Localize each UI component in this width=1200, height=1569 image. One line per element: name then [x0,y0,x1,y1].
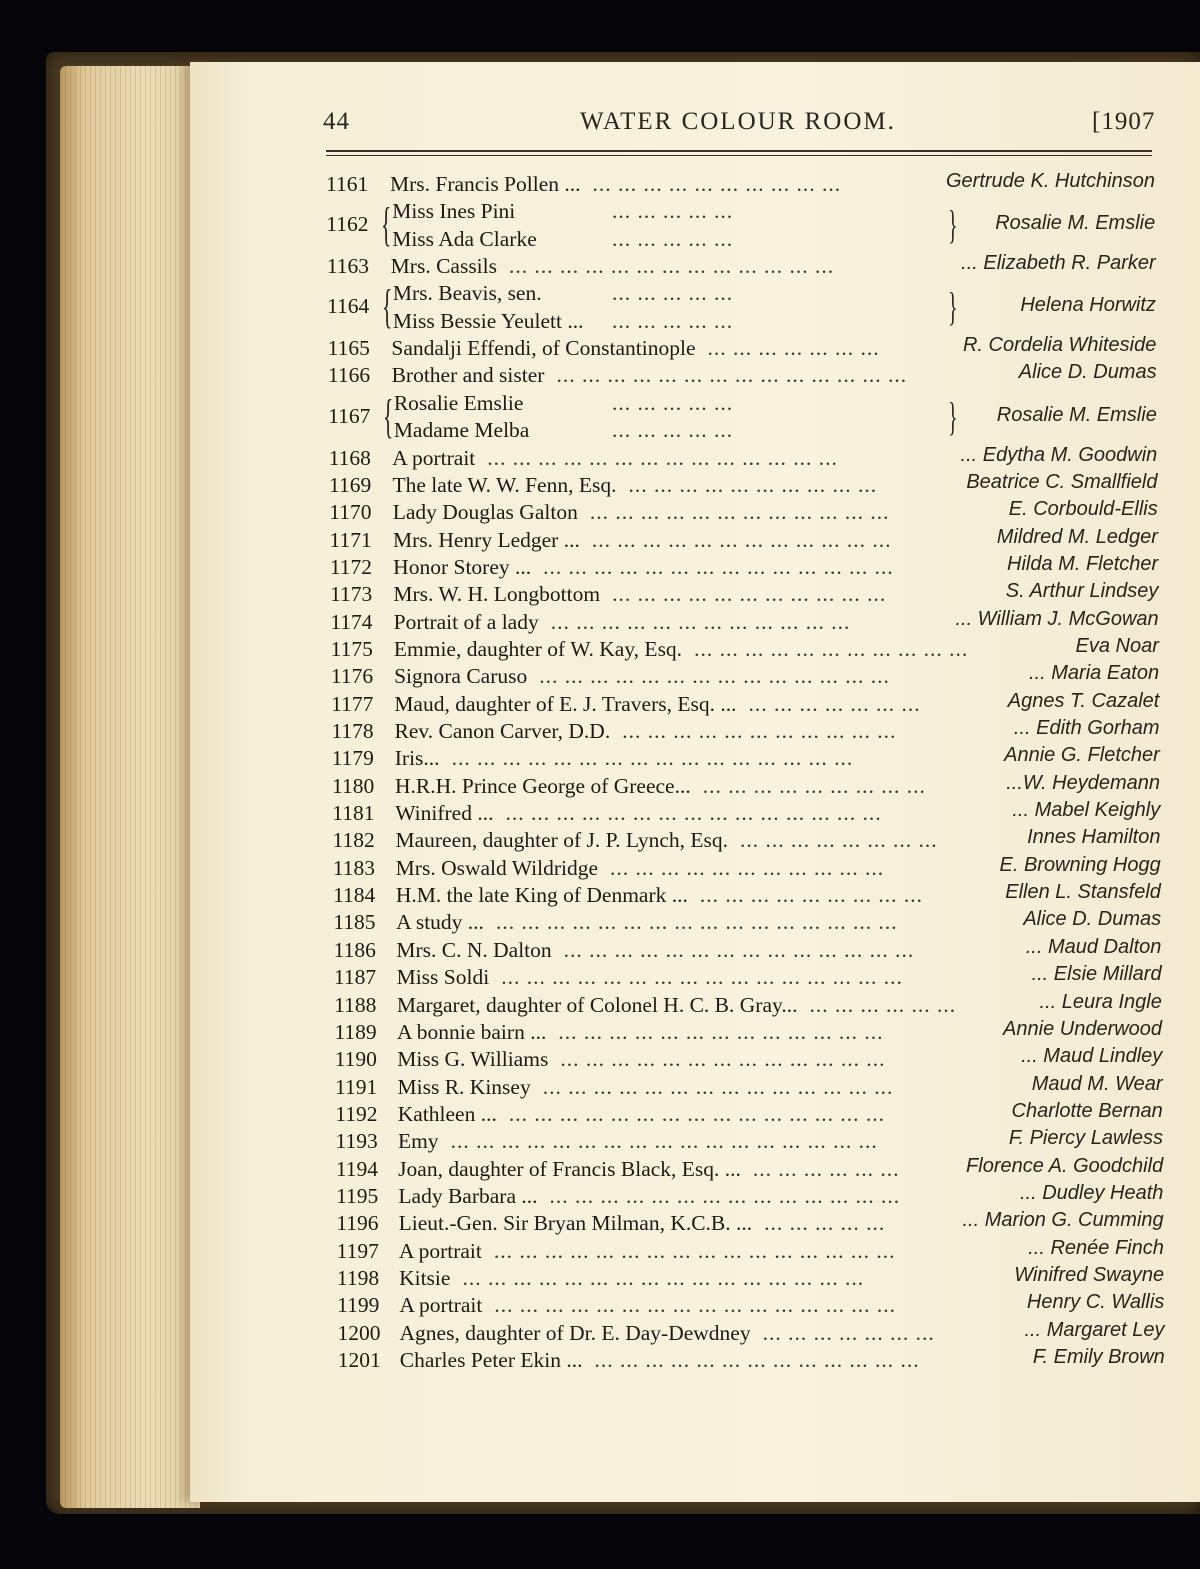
entry-row [0,1181,1200,1211]
entry-number: 1179 [331,746,374,771]
entry-number: 1180 [332,773,375,798]
entry-title: Iris... [394,746,440,771]
entry-number: 1173 [330,582,373,607]
entry-title: A portrait [392,445,476,470]
artist-name: ... Elizabeth R. Parker [961,252,1156,275]
page-year: [1907 [1092,108,1156,135]
artist-name: Eva Noar [1075,634,1159,657]
entry-row [0,771,1200,801]
entry-row [0,254,1200,281]
entry-row [0,1099,1200,1129]
entry-title: Kitsie [399,1266,451,1290]
artist-name: Annie Underwood [1003,1017,1163,1040]
artist-name: ... Leura Ingle [1039,990,1162,1013]
page-number: 44 [323,108,350,135]
entry-row [0,336,1200,363]
entry-row [0,746,1200,773]
leader-dots: ... ... ... ... ... ... ... ... ... ... ... [610,855,885,880]
leader-dots: ... ... ... ... ... ... ... ... ... ... ... ... ... ... ... [505,801,882,826]
entry-number: 1183 [332,855,376,880]
entry-number: 1201 [337,1348,381,1373]
leader-dots: ... ... ... ... ... ... ... ... ... ... ... ... ... [509,254,835,279]
entry-number: 1188 [334,992,377,1017]
entry-row [0,1129,1200,1156]
header-rule-thin [326,155,1152,156]
entry-number: 1182 [332,828,375,853]
entry-row [0,1318,1200,1348]
entry-number: 1193 [335,1129,378,1154]
entry-title: Portrait of a lady [393,609,539,634]
entry-row [0,935,1200,965]
entry-title: Lieut.-Gen. Sir Bryan Milman, K.C.B. ... [398,1211,753,1236]
entry-title: The late W. W. Fenn, Esq. [392,472,617,497]
artist-name: Ellen L. Stansfeld [1005,881,1161,904]
entry-row [0,853,1200,883]
entry-row [0,1047,1200,1074]
entry-row [0,689,1200,719]
entry-title: Miss G. Williams [397,1047,549,1072]
right-brace: } [948,393,958,439]
leader-dots: ... ... ... ... ... ... ... ... ... ... ... ... ... ... [487,445,838,470]
entry-number: 1174 [330,609,373,634]
entry-group [0,281,1200,335]
entry-row [0,1293,1200,1320]
artist-name: Hilda M. Fletcher [1007,552,1159,575]
artist-name: Mildred M. Ledger [996,525,1158,548]
right-brace: } [948,284,958,330]
artist-name: E. Browning Hogg [999,853,1161,876]
entry-number: 1181 [332,801,375,826]
artist-name: ...W. Heydemann [1006,771,1160,794]
right-brace: } [948,202,958,248]
entry-number: 1186 [333,937,376,962]
entry-number: 1162 [326,212,369,237]
entry-title: Brother and sister [391,363,545,388]
entry-number: 1198 [336,1266,380,1290]
entry-row [0,910,1200,937]
artist-name: Agnes T. Cazalet [1007,689,1160,712]
leader-dots: ... ... ... ... ... [612,226,734,251]
leader-dots: ... ... ... ... ... ... [809,992,957,1017]
entry-title: Lady Barbara ... [398,1183,538,1208]
entry-row [0,552,1200,582]
entry-number: 1164 [327,294,370,319]
entry-number: 1175 [330,636,373,661]
artist-name: Innes Hamilton [1027,826,1161,849]
entry-row [0,1348,1200,1375]
entry-row [0,828,1200,855]
artist-name: Henry C. Wallis [1026,1291,1165,1314]
leader-dots: ... ... ... ... ... ... ... ... ... [699,883,924,908]
entry-title: Signora Caruso [394,664,528,689]
artist-name: Winifred Swayne [1014,1264,1165,1286]
entry-number: 1184 [333,883,376,908]
entry-row [0,172,1200,199]
leader-dots: ... ... ... ... ... ... ... ... ... ... ... ... ... [560,1047,886,1072]
leader-dots: ... ... ... ... ... [612,199,734,224]
artist-name: F. Emily Brown [1032,1346,1165,1369]
leader-dots: ... ... ... ... ... ... ... [707,336,880,361]
entry-group [0,199,1200,253]
entry-row [0,1017,1200,1047]
entry-number: 1196 [336,1211,379,1236]
entry-number: 1171 [329,527,372,552]
leader-dots: ... ... ... ... ... ... ... ... ... ... [592,172,842,196]
leader-dots: ... ... ... ... ... ... ... ... ... ... ... ... ... ... ... ... [494,1293,896,1318]
left-brace: { [382,280,393,334]
entry-title: Miss R. Kinsey [397,1074,531,1099]
leader-dots: ... ... ... ... ... ... ... ... ... ... ... ... ... ... ... ... [493,1238,896,1263]
entry-title: Joan, daughter of Francis Black, Esq. ... [398,1156,741,1181]
entry-title: Maud, daughter of E. J. Travers, Esq. ... [394,691,737,716]
entry-number: 1161 [326,172,369,196]
artist-name: Charlotte Bernan [1011,1099,1163,1122]
entry-row [0,607,1200,637]
artist-name: ... Marion G. Cumming [962,1209,1164,1232]
leader-dots: ... ... ... ... ... ... ... ... [740,828,938,853]
entry-title: Kathleen ... [397,1101,497,1126]
leader-dots: ... ... ... ... ... ... ... [748,691,921,716]
artist-name: ... Mabel Keighly [1012,799,1161,822]
entry-title: Rosalie Emslie [393,390,524,415]
entry-row [0,443,1200,473]
entry-number: 1187 [333,965,377,990]
entry-title: A portrait [399,1293,483,1318]
entry-title: Sandalji Effendi, of Constantinople [391,336,696,361]
leader-dots: ... ... ... ... ... ... ... ... ... ... ... [622,719,897,743]
entry-row [0,582,1200,609]
leader-dots: ... ... ... ... ... [764,1211,886,1236]
leader-dots: ... ... ... ... ... ... ... ... ... ... ... ... ... ... ... ... [451,746,854,771]
entry-number: 1170 [329,500,372,525]
left-brace: { [383,389,394,443]
entry-title: Maureen, daughter of J. P. Lynch, Esq. [395,828,729,853]
entry-title: Madame Melba [393,418,530,443]
entry-title: Agnes, daughter of Dr. E. Day-Dewdney [399,1320,751,1345]
entry-title: Margaret, daughter of Colonel H. C. B. Gray... [396,992,798,1017]
entry-row [0,470,1200,500]
artist-name: Rosalie M. Emslie [995,212,1156,235]
entry-title: Lady Douglas Galton [392,500,578,525]
artist-name: ... Renée Finch [1028,1236,1164,1259]
entry-title: Mrs. Cassils [390,254,497,279]
entry-title: Mrs. W. H. Longbottom [393,582,601,607]
entry-number: 1195 [336,1183,379,1208]
artist-name: ... Maud Lindley [1021,1045,1163,1068]
entry-title: Mrs. Francis Pollen ... [390,172,581,196]
entry-row [0,363,1200,390]
artist-name: ... Dudley Heath [1020,1181,1164,1204]
artist-name: Annie G. Fletcher [1004,744,1160,767]
entry-title: Mrs. Beavis, sen. [392,281,542,306]
entry-row [0,965,1200,992]
artist-name: ... Elsie Millard [1031,963,1162,986]
entry-row [0,1211,1200,1238]
artist-name: ... William J. McGowan [955,607,1159,630]
header-rule [326,150,1152,152]
artist-name: ... Edytha M. Goodwin [960,443,1158,466]
entry-row [0,883,1200,910]
entry-title: Mrs. Henry Ledger ... [392,527,580,552]
leader-dots: ... ... ... ... ... ... ... ... ... ... ... ... ... [558,1019,884,1044]
leader-dots: ... ... ... ... ... [612,281,734,306]
leader-dots: ... ... ... ... ... [612,308,734,333]
entry-title: Miss Ada Clarke [392,226,537,251]
leader-dots: ... ... ... ... ... ... ... ... ... ... ... ... [589,500,890,525]
entry-row [0,719,1200,746]
entry-title: A bonnie bairn ... [397,1019,547,1044]
artist-name: Florence A. Goodchild [966,1154,1164,1177]
entry-title: Emy [397,1129,439,1154]
entry-title: H.R.H. Prince George of Greece... [395,773,691,798]
entry-number: 1165 [327,336,370,361]
leader-dots: ... ... ... ... ... ... [752,1156,900,1181]
entry-row [0,1072,1200,1102]
leader-dots: ... ... ... ... ... ... ... ... ... ... ... ... ... ... ... [508,1101,885,1126]
artist-name: ... Margaret Ley [1024,1318,1165,1341]
leader-dots: ... ... ... ... ... ... ... ... ... ... ... ... [550,609,851,634]
artist-name: ... Maud Dalton [1025,935,1162,958]
entry-number: 1185 [333,910,376,935]
leader-dots: ... ... ... ... ... ... ... ... ... ... ... ... [591,527,892,552]
entry-number: 1189 [334,1019,377,1044]
artist-name: Gertrude K. Hutchinson [946,170,1155,192]
leader-dots: ... ... ... ... ... ... ... ... ... ... ... ... ... ... [556,363,908,388]
artist-name: E. Corbould-Ellis [1008,498,1158,521]
leader-dots: ... ... ... ... ... ... ... ... ... ... ... ... ... ... [549,1183,901,1208]
artist-name: ... Maria Eaton [1029,662,1160,685]
entry-number: 1168 [328,445,371,470]
artist-name: Alice D. Dumas [1018,361,1157,384]
entry-row [0,801,1200,828]
leader-dots: ... ... ... ... ... ... ... ... ... ... ... ... ... ... [563,937,915,962]
entry-number: 1176 [330,664,374,689]
entry-number: 1192 [335,1101,378,1126]
entry-number: 1194 [335,1156,379,1181]
entry-number: 1197 [336,1238,379,1263]
artist-name: S. Arthur Lindsey [1005,580,1159,603]
artist-name: ... Edith Gorham [1013,717,1160,739]
leader-dots: ... ... ... ... ... [612,390,734,415]
entry-title: H.M. the late King of Denmark ... [395,883,688,908]
entry-title: Charles Peter Ekin ... [399,1348,583,1373]
leader-dots: ... ... ... ... ... ... ... ... ... ... ... ... ... ... ... ... [495,910,898,935]
entry-number: 1199 [337,1293,380,1318]
entry-title: Emmie, daughter of W. Kay, Esq. [393,636,683,661]
page-title: WATER COLOUR ROOM. [580,108,896,135]
leader-dots: ... ... ... ... ... ... ... ... ... [702,773,926,798]
entry-number: 1177 [331,691,374,716]
entry-number: 1167 [328,403,371,428]
entry-number: 1169 [329,472,372,497]
left-brace: { [381,198,392,252]
leader-dots: ... ... ... ... ... [612,418,734,443]
entry-number: 1163 [326,254,370,279]
entry-number: 1166 [327,363,371,388]
entry-row [0,664,1200,691]
entry-number: 1172 [329,554,373,579]
leader-dots: ... ... ... ... ... ... ... ... ... ... ... ... ... ... ... ... [462,1266,865,1290]
entry-title: Rev. Canon Carver, D.D. [394,719,611,743]
entry-title: Miss Ines Pini [392,199,516,224]
entry-row [0,634,1200,664]
leader-dots: ... ... ... ... ... ... ... ... ... ... ... ... ... [594,1348,920,1373]
artist-name: Helena Horwitz [1020,294,1156,317]
artist-name: Rosalie M. Emslie [996,403,1157,426]
artist-name: Maud M. Wear [1031,1072,1163,1095]
entry-title: Mrs. C. N. Dalton [396,937,552,962]
leader-dots: ... ... ... ... ... ... ... ... ... ... ... ... ... ... [542,1074,894,1099]
entry-group [0,391,1200,445]
artist-name: F. Piercy Lawless [1008,1127,1163,1150]
leader-dots: ... ... ... ... ... ... ... ... ... ... ... [694,636,969,661]
entry-title: Mrs. Oswald Wildridge [395,855,599,880]
entry-number: 1191 [335,1074,378,1099]
entry-title: A study ... [396,910,484,935]
entry-row [0,1154,1200,1184]
entry-number: 1200 [337,1320,381,1345]
entry-title: A portrait [398,1238,482,1263]
artist-name: R. Cordelia Whiteside [962,334,1157,357]
entry-number: 1190 [334,1047,377,1072]
leader-dots: ... ... ... ... ... ... ... ... ... ... ... ... ... ... ... ... ... [450,1129,878,1154]
leader-dots: ... ... ... ... ... ... ... [762,1320,935,1345]
artist-name: Alice D. Dumas [1023,908,1162,931]
entry-title: Winifred ... [395,801,494,826]
leader-dots: ... ... ... ... ... ... ... ... ... ... ... ... ... ... ... ... [501,965,903,990]
entry-title: Honor Storey ... [393,554,532,579]
entry-row [0,1236,1200,1266]
entry-number: 1178 [331,719,374,743]
entry-row [0,1266,1200,1293]
leader-dots: ... ... ... ... ... ... ... ... ... ... [628,472,878,497]
leader-dots: ... ... ... ... ... ... ... ... ... ... ... ... ... ... [539,664,890,689]
entry-row [0,525,1200,555]
entry-title: Miss Bessie Yeulett ... [392,308,584,333]
entry-title: Miss Soldi [396,965,490,990]
artist-name: Beatrice C. Smallfield [966,470,1158,493]
entry-row [0,500,1200,527]
leader-dots: ... ... ... ... ... ... ... ... ... ... ... [612,582,887,607]
leader-dots: ... ... ... ... ... ... ... ... ... ... ... ... ... ... [543,554,894,579]
entry-row [0,990,1200,1020]
